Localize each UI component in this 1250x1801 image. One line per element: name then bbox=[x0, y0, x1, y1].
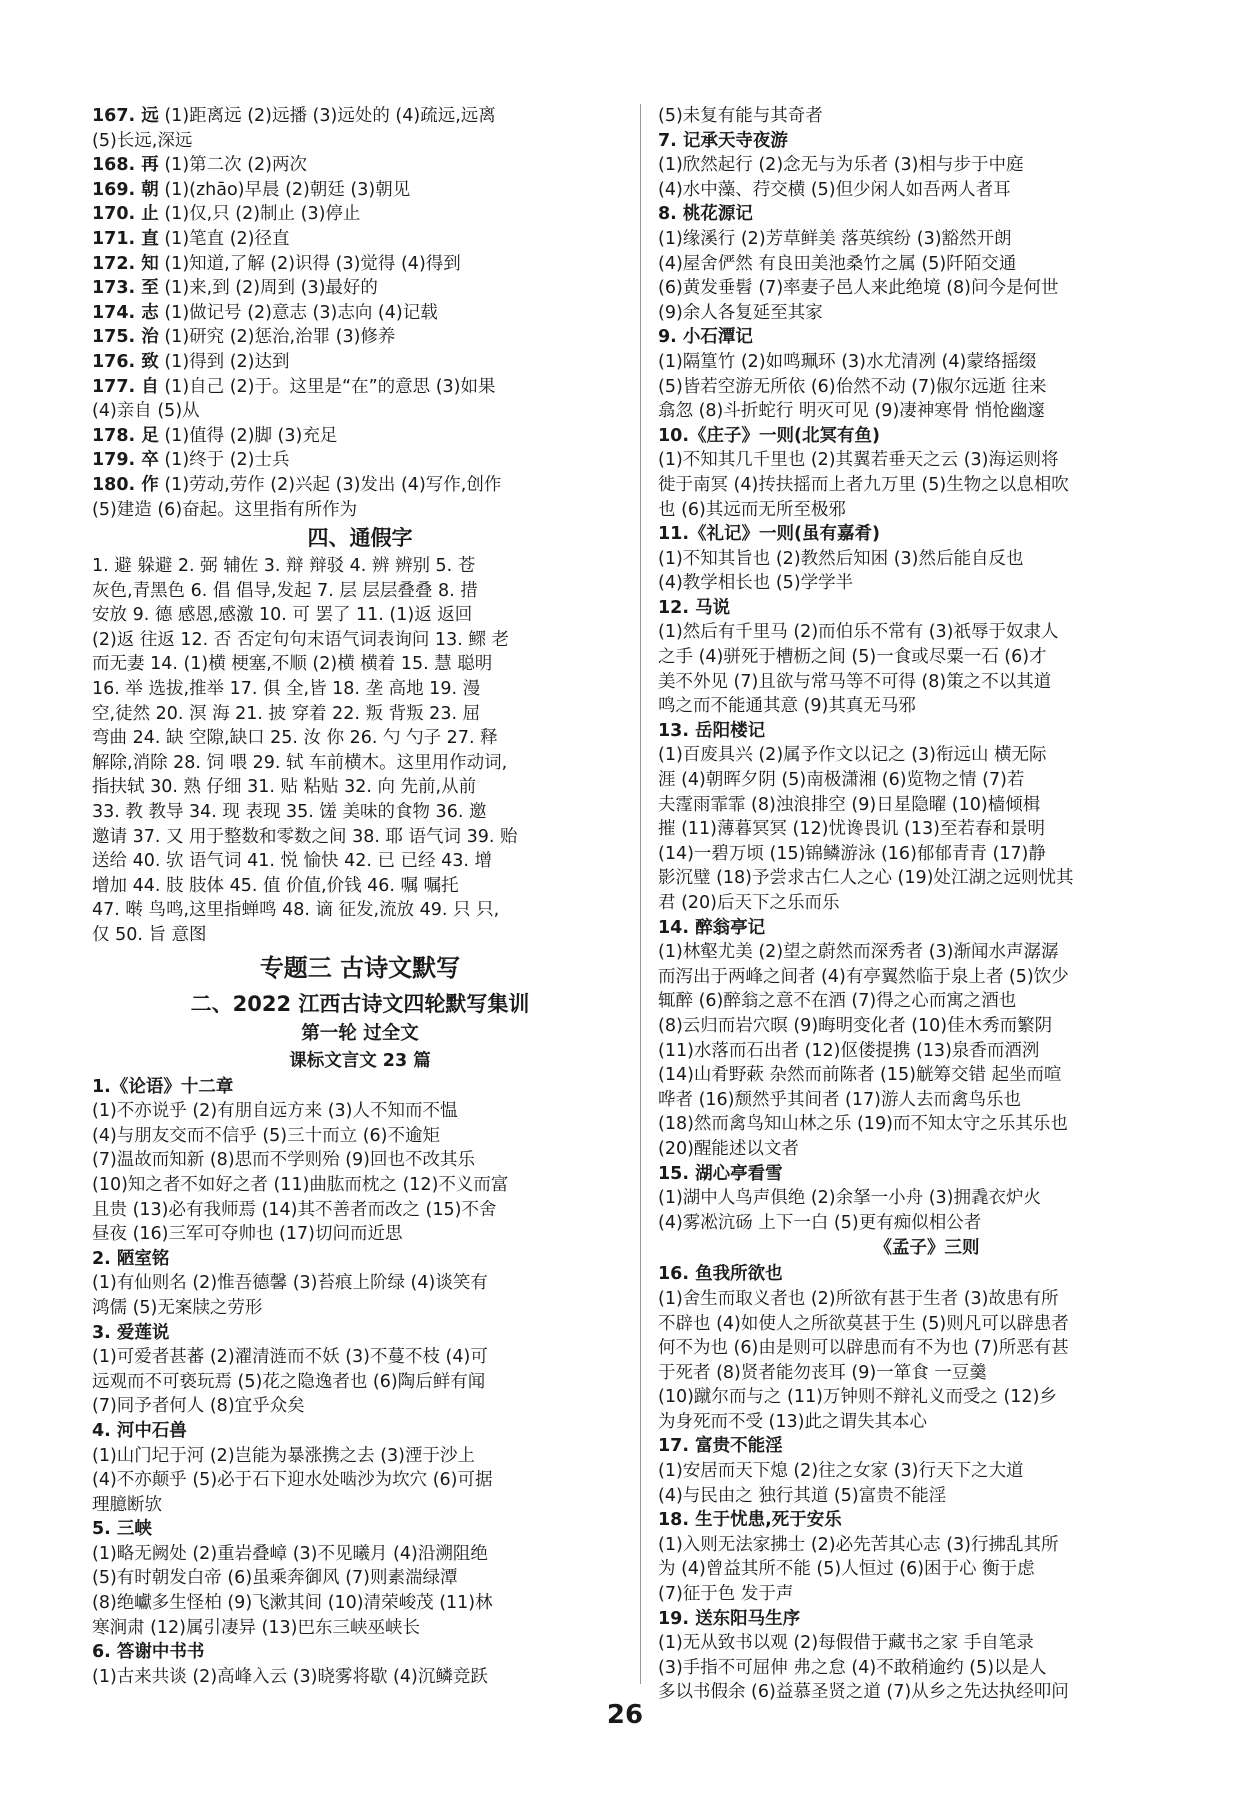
passage-title: 6. 答谢中书书 bbox=[92, 1642, 205, 1663]
text-line: 仅 50. 旨 意图 bbox=[92, 925, 207, 945]
entry-term: 171. 直 bbox=[92, 228, 159, 249]
text-line: 灰色,青黑色 6. 倡 倡导,发起 7. 层 层层叠叠 8. 措 bbox=[92, 580, 478, 601]
text-line: (5)皆若空游无所依 (6)佁然不动 (7)俶尔远逝 往来 bbox=[658, 376, 1047, 397]
passage-title: 2. 陋室铭 bbox=[92, 1248, 170, 1269]
entry-definitions: (1)知道,了解 (2)识得 (3)觉得 (4)得到 bbox=[164, 253, 461, 274]
entry-definitions: (1)自己 (2)于。这里是“在”的意思 (3)如果 bbox=[164, 376, 496, 397]
text-line: (1)古来共谈 (2)高峰入云 (3)晓雾将歇 (4)沉鳞竞跃 bbox=[92, 1666, 488, 1687]
text-line: 邀请 37. 又 用于整数和零数之间 38. 耶 语气词 39. 贻 bbox=[92, 826, 518, 847]
entry-definitions: (1)距离远 (2)远播 (3)远处的 (4)疏远,远离 bbox=[164, 106, 496, 126]
passage-title: 3. 爱莲说 bbox=[92, 1322, 170, 1343]
text-line: (4)不亦颠乎 (5)必于石下迎水处啮沙为坎穴 (6)可据 bbox=[92, 1470, 493, 1491]
text-line: 1. 避 躲避 2. 弼 辅佐 3. 辩 辩驳 4. 辨 辨别 5. 苍 bbox=[92, 556, 476, 577]
entry-definitions: (1)(zhāo)早晨 (2)朝廷 (3)朝见 bbox=[164, 179, 411, 200]
text-line: 远观而不可亵玩焉 (5)花之隐逸者也 (6)陶后鲜有闻 bbox=[92, 1371, 486, 1392]
text-line: 16. 举 选拔,推举 17. 俱 全,皆 18. 垄 高地 19. 漫 bbox=[92, 679, 481, 700]
text-line: 于死者 (8)贤者能勿丧耳 (9)一箪食 一豆羹 bbox=[658, 1362, 987, 1383]
glossary-entry bbox=[92, 178, 628, 203]
passage-title: 17. 富贵不能淫 bbox=[658, 1436, 783, 1457]
glossary-entry bbox=[92, 325, 628, 350]
text-line: (18)然而禽鸟知山林之乐 (19)而不知太守之乐其乐也 bbox=[658, 1114, 1068, 1135]
glossary-entry bbox=[92, 350, 628, 375]
entry-term: 174. 志 bbox=[92, 302, 159, 323]
text-line: (1)不知其旨也 (2)教然后知困 (3)然后能自反也 bbox=[658, 548, 1024, 569]
text-line: 且贵 (13)必有我师焉 (14)其不善者而改之 (15)不舍 bbox=[92, 1199, 497, 1220]
entry-term: 170. 止 bbox=[92, 204, 159, 225]
text-line: (1)缘溪行 (2)芳草鲜美 落英缤纷 (3)豁然开朗 bbox=[658, 228, 1012, 249]
passage-title: 11.《礼记》一则(虽有嘉肴) bbox=[658, 524, 880, 545]
text-line: (4)亲自 (5)从 bbox=[92, 401, 200, 422]
entry-definitions: (1)做记号 (2)意志 (3)志向 (4)记载 bbox=[164, 302, 438, 323]
entry-definitions: (1)值得 (2)脚 (3)充足 bbox=[164, 425, 338, 446]
text-line: (4)雾凇沆砀 上下一白 (5)更有痴似相公者 bbox=[658, 1212, 982, 1233]
text-line: (1)山门圮于河 (2)岂能为暴涨携之去 (3)湮于沙上 bbox=[92, 1445, 475, 1466]
entry-definitions: (1)来,到 (2)周到 (3)最好的 bbox=[164, 278, 378, 299]
text-line: (6)黄发垂髫 (7)率妻子邑人来此绝境 (8)问今是何世 bbox=[658, 278, 1059, 299]
text-line: (1)无从致书以观 (2)每假借于藏书之家 手自笔录 bbox=[658, 1633, 1034, 1654]
text-line: (9)余人各复延至其家 bbox=[658, 302, 823, 323]
entry-term: 177. 自 bbox=[92, 376, 159, 397]
text-line: (1)隔篁竹 (2)如鸣珮环 (3)水尤清冽 (4)蒙络摇缀 bbox=[658, 351, 1037, 372]
right-column bbox=[658, 104, 1196, 1705]
text-line: (4)与朋友交而不信乎 (5)三十而立 (6)不逾矩 bbox=[92, 1125, 440, 1146]
text-line: 何不为也 (6)由是则可以辟患而有不为也 (7)所恶有甚 bbox=[658, 1338, 1069, 1359]
text-line: (1)湖中人鸟声俱绝 (2)余拏一小舟 (3)拥毳衣炉火 bbox=[658, 1188, 1041, 1209]
text-line: (1)然后有千里马 (2)而伯乐不常有 (3)祇辱于奴隶人 bbox=[658, 622, 1059, 643]
passage-title: 18. 生于忧患,死于安乐 bbox=[658, 1510, 842, 1531]
text-line: (1)不知其几千里也 (2)其翼若垂天之云 (3)海运则将 bbox=[658, 450, 1059, 471]
section-heading: 专题三 古诗文默写 bbox=[259, 953, 461, 982]
glossary-entry bbox=[92, 301, 628, 326]
section-heading: 第一轮 过全文 bbox=[301, 1022, 419, 1044]
text-line: 寒涧肃 (12)属引凄异 (13)巴东三峡巫峡长 bbox=[92, 1617, 420, 1638]
text-line: (1)略无阙处 (2)重岩叠嶂 (3)不见曦月 (4)沿溯阻绝 bbox=[92, 1543, 488, 1564]
passage-title: 15. 湖心亭看雪 bbox=[658, 1163, 783, 1184]
text-line: 理臆断欤 bbox=[92, 1494, 162, 1515]
text-line: 增加 44. 肢 肢体 45. 值 价值,价钱 46. 嘱 嘱托 bbox=[92, 875, 459, 896]
text-line: 33. 教 教导 34. 现 表现 35. 馐 美味的食物 36. 邀 bbox=[92, 802, 487, 823]
glossary-entry bbox=[92, 424, 628, 449]
text-line: (11)水落而石出者 (12)伛偻提携 (13)泉香而酒洌 bbox=[658, 1040, 1040, 1061]
section-heading: 二、2022 江西古诗文四轮默写集训 bbox=[190, 991, 530, 1016]
text-line: (1)不亦说乎 (2)有朋自远方来 (3)人不知而不愠 bbox=[92, 1101, 458, 1122]
entry-term: 167. 远 bbox=[92, 106, 159, 126]
page-number: 26 bbox=[606, 1700, 644, 1730]
text-line: (1)入则无法家拂士 (2)必先苦其心志 (3)行拂乱其所 bbox=[658, 1534, 1059, 1555]
passage-title: 10.《庄子》一则(北冥有鱼) bbox=[658, 425, 880, 446]
text-line: 君 (20)后天下之乐而乐 bbox=[658, 893, 840, 913]
entry-definitions: (1)仅,只 (2)制止 (3)停止 bbox=[164, 204, 361, 225]
text-line: 哗者 (16)颓然乎其间者 (17)游人去而禽鸟乐也 bbox=[658, 1089, 1021, 1110]
entry-definitions: (1)第二次 (2)两次 bbox=[164, 155, 307, 176]
text-line: (7)同予者何人 (8)宜乎众矣 bbox=[92, 1396, 305, 1417]
text-line: (4)水中藻、荇交横 (5)但少闲人如吾两人者耳 bbox=[658, 179, 1011, 200]
passage-title: 14. 醉翁亭记 bbox=[658, 917, 766, 938]
text-line: 影沉璧 (18)予尝求古仁人之心 (19)处江湖之远则忧其 bbox=[658, 868, 1074, 889]
text-line: 而泻出于两峰之间者 (4)有亭翼然临于泉上者 (5)饮少 bbox=[658, 966, 1069, 987]
text-line: 美不外见 (7)且欲与常马等不可得 (8)策之不以其道 bbox=[658, 671, 1052, 692]
text-line: (1)林壑尤美 (2)望之蔚然而深秀者 (3)渐闻水声潺潺 bbox=[658, 942, 1059, 963]
text-line: 也 (6)其远而无所至极邪 bbox=[658, 499, 846, 520]
entry-definitions: (1)研究 (2)惩治,治罪 (3)修养 bbox=[164, 327, 396, 348]
glossary-entry bbox=[92, 153, 628, 178]
glossary-entry bbox=[92, 473, 628, 498]
text-line: 之手 (4)骈死于槽枥之间 (5)一食或尽粟一石 (6)才 bbox=[658, 647, 1047, 668]
text-line: (4)屋舍俨然 有良田美池桑竹之属 (5)阡陌交通 bbox=[658, 253, 1017, 274]
text-line: (2)返 往返 12. 否 否定句句末语气词表询问 13. 鳏 老 bbox=[92, 629, 509, 650]
entry-term: 180. 作 bbox=[92, 474, 159, 495]
text-line: 辄醉 (6)醉翁之意不在酒 (7)得之心而寓之酒也 bbox=[658, 991, 1017, 1012]
text-line: 不辟也 (4)如使人之所欲莫甚于生 (5)则凡可以辟患者 bbox=[658, 1313, 1069, 1334]
passage-title: 8. 桃花源记 bbox=[658, 204, 753, 225]
entry-term: 172. 知 bbox=[92, 253, 159, 274]
passage-title: 5. 三峡 bbox=[92, 1519, 152, 1540]
entry-term: 168. 再 bbox=[92, 155, 159, 176]
section-heading: 《孟子》三则 bbox=[874, 1238, 980, 1259]
glossary-entry bbox=[92, 276, 628, 301]
text-line: 鸿儒 (5)无案牍之劳形 bbox=[92, 1297, 263, 1318]
text-line: (8)云归而岩穴暝 (9)晦明变化者 (10)佳木秀而繁阴 bbox=[658, 1015, 1053, 1036]
entry-term: 178. 足 bbox=[92, 425, 159, 446]
text-line: (14)山肴野蔌 杂然而前陈者 (15)觥筹交错 起坐而喧 bbox=[658, 1065, 1062, 1086]
section-heading: 四、通假字 bbox=[307, 526, 413, 551]
passage-title: 16. 鱼我所欲也 bbox=[658, 1264, 783, 1285]
passage-title: 12. 马说 bbox=[658, 597, 731, 618]
text-line: (14)一碧万顷 (15)锦鳞游泳 (16)郁郁青青 (17)静 bbox=[658, 843, 1046, 864]
passage-title: 4. 河中石兽 bbox=[92, 1420, 187, 1441]
text-line: 弯曲 24. 缺 空隙,缺口 25. 汝 你 26. 勺 勺子 27. 释 bbox=[92, 728, 498, 749]
text-line: (1)欣然起行 (2)念无与为乐者 (3)相与步于中庭 bbox=[658, 155, 1024, 176]
passage-title: 13. 岳阳楼记 bbox=[658, 720, 766, 741]
text-line: 解除,消除 28. 饲 喂 29. 轼 车前横木。这里用作动词, bbox=[92, 752, 508, 773]
text-line: 摧 (11)薄暮冥冥 (12)忧谗畏讥 (13)至若春和景明 bbox=[658, 819, 1045, 840]
passage-title: 7. 记承天寺夜游 bbox=[658, 130, 788, 151]
text-line: (5)长远,深远 bbox=[92, 130, 193, 151]
entry-term: 173. 至 bbox=[92, 278, 159, 299]
section-heading: 课标文言文 23 篇 bbox=[289, 1050, 431, 1071]
glossary-entry bbox=[92, 252, 628, 277]
text-line: 鸣之而不能通其意 (9)其真无马邪 bbox=[658, 696, 916, 717]
passage-title: 1.《论语》十二章 bbox=[92, 1076, 234, 1097]
text-line: 安放 9. 德 感恩,感激 10. 可 罢了 11. (1)返 返回 bbox=[92, 605, 473, 626]
entry-term: 169. 朝 bbox=[92, 179, 159, 200]
glossary-entry bbox=[92, 375, 628, 400]
passage-title: 9. 小石潭记 bbox=[658, 327, 753, 348]
glossary-entry bbox=[92, 202, 628, 227]
text-line: 涯 (4)朝晖夕阴 (5)南极潇湘 (6)览物之情 (7)若 bbox=[658, 770, 1025, 791]
text-line: 为 (4)曾益其所不能 (5)人恒过 (6)困于心 衡于虑 bbox=[658, 1559, 1035, 1580]
text-line: (4)教学相长也 (5)学学半 bbox=[658, 573, 854, 594]
text-line: 多以书假余 (6)益慕圣贤之道 (7)从乡之先达执经叩问 bbox=[658, 1682, 1069, 1703]
text-line: 送给 40. 欤 语气词 41. 悦 愉快 42. 已 已经 43. 增 bbox=[92, 851, 493, 872]
text-line: (10)蹴尔而与之 (11)万钟则不辩礼义而受之 (12)乡 bbox=[658, 1387, 1057, 1408]
entry-definitions: (1)终于 (2)士兵 bbox=[164, 450, 290, 471]
text-line: (1)可爱者甚蕃 (2)濯清涟而不妖 (3)不蔓不枝 (4)可 bbox=[92, 1347, 488, 1368]
text-line: (5)有时朝发白帝 (6)虽乘奔御风 (7)则素湍绿潭 bbox=[92, 1568, 458, 1589]
text-line: (7)征于色 发于声 bbox=[658, 1584, 794, 1605]
text-line: (4)与民由之 独行其道 (5)富贵不能淫 bbox=[658, 1485, 947, 1506]
glossary-entry bbox=[92, 227, 628, 252]
text-line: (5)未复有能与其奇者 bbox=[658, 106, 823, 126]
text-line: 47. 啭 鸟鸣,这里指蝉鸣 48. 谪 征发,流放 49. 只 只, bbox=[92, 900, 500, 921]
text-line: (10)知之者不如好之者 (11)曲肱而枕之 (12)不义而富 bbox=[92, 1174, 509, 1195]
text-line: 空,徒然 20. 溟 海 21. 披 穿着 22. 叛 背叛 23. 屈 bbox=[92, 703, 481, 724]
text-line: (3)手指不可屈伸 弗之怠 (4)不敢稍逾约 (5)以是人 bbox=[658, 1657, 1047, 1678]
text-line: (1)舍生而取义者也 (2)所欲有甚于生者 (3)故患有所 bbox=[658, 1288, 1059, 1309]
text-line: 徙于南冥 (4)抟扶摇而上者九万里 (5)生物之以息相吹 bbox=[658, 474, 1069, 495]
entry-term: 179. 卒 bbox=[92, 450, 159, 471]
entry-term: 175. 治 bbox=[92, 327, 159, 348]
text-line: (1)安居而天下熄 (2)往之女家 (3)行天下之大道 bbox=[658, 1461, 1024, 1482]
entry-definitions: (1)笔直 (2)径直 bbox=[164, 228, 290, 249]
text-line: (8)绝巘多生怪柏 (9)飞漱其间 (10)清荣峻茂 (11)林 bbox=[92, 1593, 493, 1614]
entry-definitions: (1)劳动,劳作 (2)兴起 (3)发出 (4)写作,创作 bbox=[164, 474, 502, 495]
text-line: (20)醒能述以文者 bbox=[658, 1138, 799, 1159]
text-line: (1)有仙则名 (2)惟吾德馨 (3)苔痕上阶绿 (4)谈笑有 bbox=[92, 1273, 488, 1294]
left-column bbox=[92, 104, 628, 1689]
text-line: 夫霪雨霏霏 (8)浊浪排空 (9)日星隐曜 (10)樯倾楫 bbox=[658, 794, 1041, 815]
text-line: 而无妻 14. (1)横 梗塞,不顺 (2)横 横着 15. 慧 聪明 bbox=[92, 654, 493, 675]
glossary-entry bbox=[92, 448, 628, 473]
glossary-entry bbox=[92, 104, 628, 129]
entry-definitions: (1)得到 (2)达到 bbox=[164, 351, 290, 372]
text-line: (7)温故而知新 (8)思而不学则殆 (9)回也不改其乐 bbox=[92, 1150, 475, 1171]
column-divider bbox=[640, 104, 641, 1684]
entry-term: 176. 致 bbox=[92, 351, 159, 372]
text-line: (5)建造 (6)奋起。这里指有所作为 bbox=[92, 499, 358, 520]
text-line: 为身死而不受 (13)此之谓失其本心 bbox=[658, 1411, 927, 1432]
text-line: 指扶轼 30. 熟 仔细 31. 贴 粘贴 32. 向 先前,从前 bbox=[92, 777, 477, 798]
text-line: 昼夜 (16)三军可夺帅也 (17)切问而近思 bbox=[92, 1224, 403, 1245]
text-line: 翕忽 (8)斗折蛇行 明灭可见 (9)凄神寒骨 悄怆幽邃 bbox=[658, 401, 1045, 422]
passage-title: 19. 送东阳马生序 bbox=[658, 1608, 801, 1629]
text-line: (1)百废具兴 (2)属予作文以记之 (3)衔远山 横无际 bbox=[658, 745, 1047, 766]
